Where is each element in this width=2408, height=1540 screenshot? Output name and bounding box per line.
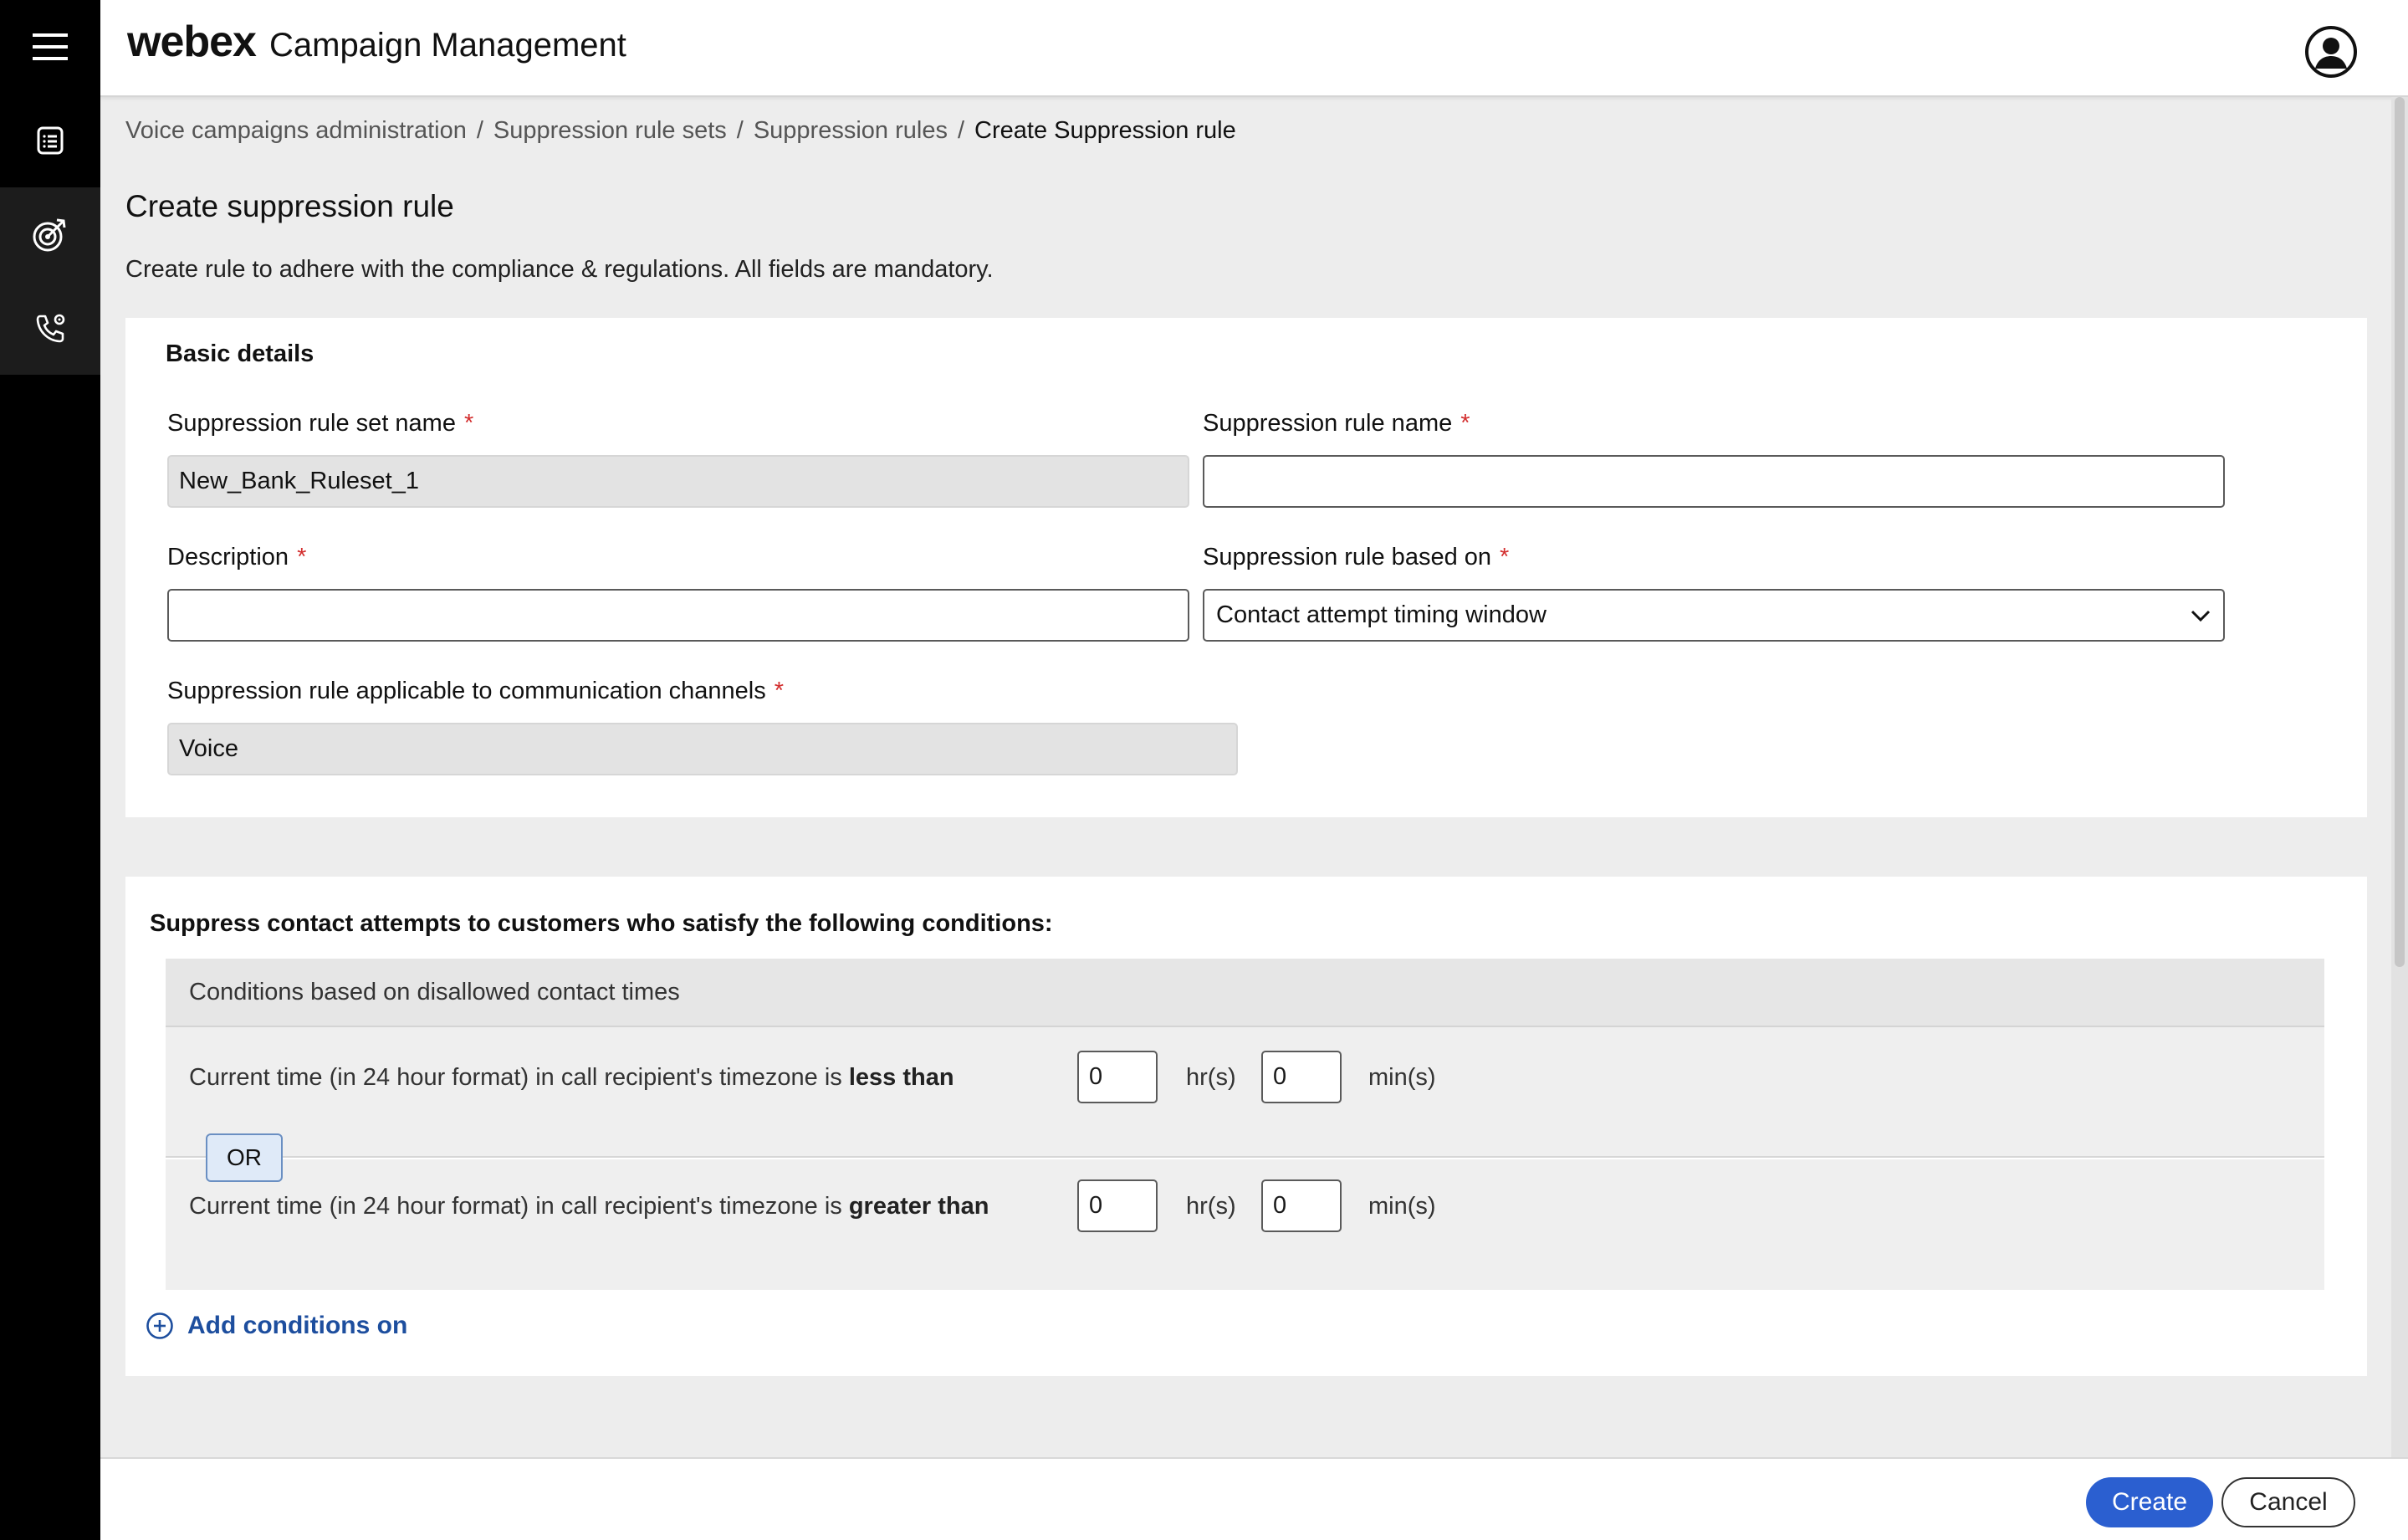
basic-details-title: Basic details xyxy=(166,340,314,367)
condition-operator: greater than xyxy=(848,1193,989,1220)
hours-input[interactable] xyxy=(1077,1051,1158,1103)
breadcrumb-separator: / xyxy=(957,117,965,144)
page-scrollbar[interactable] xyxy=(2391,97,2408,1457)
target-icon xyxy=(32,216,69,253)
description-label-text: Description xyxy=(167,544,289,570)
minutes-value: 0 xyxy=(1273,1192,1287,1219)
page-description: Create rule to adhere with the compliance & regulations. All fields are mandatory. xyxy=(125,256,994,283)
conditions-group-title: Conditions based on disallowed contact times xyxy=(189,978,680,1005)
based-on-selected-value: Contact attempt timing window xyxy=(1216,601,1547,628)
user-avatar-icon xyxy=(2304,25,2358,79)
channels-label-text: Suppression rule applicable to communication channels xyxy=(167,678,766,704)
condition-text xyxy=(189,1064,954,1092)
minutes-unit: min(s) xyxy=(1368,1193,1436,1220)
condition-row xyxy=(166,1159,2324,1290)
breadcrumb-voice-campaigns[interactable]: Voice campaigns administration xyxy=(125,117,467,144)
plus-circle-icon xyxy=(146,1312,174,1340)
conditions-title: Suppress contact attempts to customers who satisfy the following conditions: xyxy=(150,910,1053,937)
hamburger-menu-button[interactable] xyxy=(0,0,100,94)
rule-name-input[interactable] xyxy=(1203,455,2225,508)
chevron-down-icon xyxy=(2190,609,2211,622)
rail-item-target[interactable] xyxy=(0,187,100,281)
channels-label xyxy=(167,678,784,705)
hours-unit: hr(s) xyxy=(1186,1193,1236,1220)
channels-value: Voice xyxy=(179,735,238,762)
user-avatar-button[interactable] xyxy=(2304,25,2358,79)
rule-name-label-text: Suppression rule name xyxy=(1203,410,1453,437)
hamburger-menu-icon xyxy=(33,33,68,61)
conditions-card xyxy=(125,877,2367,1376)
required-mark: * xyxy=(463,410,474,437)
required-mark: * xyxy=(1460,410,1470,437)
page-title: Create suppression rule xyxy=(125,189,454,223)
condition-description: Current time (in 24 hour format) in call recipient's timezone is xyxy=(189,1193,842,1220)
hours-input[interactable] xyxy=(1077,1179,1158,1232)
required-mark: * xyxy=(774,678,785,704)
hours-value: 0 xyxy=(1089,1192,1103,1219)
basic-details-card xyxy=(125,318,2367,817)
condition-description: Current time (in 24 hour format) in call recipient's timezone is xyxy=(189,1064,842,1091)
add-conditions-label: Add conditions on xyxy=(187,1312,408,1339)
breadcrumb-rule-sets[interactable]: Suppression rule sets xyxy=(493,117,727,144)
create-button[interactable]: Create xyxy=(2086,1477,2213,1527)
footer-action-bar xyxy=(100,1457,2408,1540)
breadcrumb-rules[interactable]: Suppression rules xyxy=(753,117,948,144)
brand[interactable] xyxy=(127,17,626,67)
conditions-group-header xyxy=(166,959,2324,1027)
app-title: Campaign Management xyxy=(268,27,626,64)
webex-logo: webex xyxy=(127,18,256,66)
based-on-select[interactable] xyxy=(1203,589,2225,642)
app-header xyxy=(100,0,2408,97)
breadcrumb xyxy=(125,117,1236,145)
cancel-button[interactable]: Cancel xyxy=(2221,1477,2355,1527)
phone-settings-icon xyxy=(33,311,67,345)
minutes-value: 0 xyxy=(1273,1063,1287,1090)
description-label xyxy=(167,544,306,571)
scrollbar-thumb[interactable] xyxy=(2395,97,2405,967)
breadcrumb-separator: / xyxy=(476,117,483,144)
rail-item-list[interactable] xyxy=(0,94,100,187)
ruleset-name-label xyxy=(167,410,473,437)
required-mark: * xyxy=(1500,544,1510,570)
breadcrumb-current: Create Suppression rule xyxy=(974,117,1236,144)
required-mark: * xyxy=(297,544,307,570)
based-on-label-text: Suppression rule based on xyxy=(1203,544,1492,570)
rail-item-phone-settings[interactable] xyxy=(0,281,100,375)
left-nav-rail xyxy=(0,0,100,1540)
minutes-unit: min(s) xyxy=(1368,1064,1436,1091)
ruleset-name-field xyxy=(167,455,1189,508)
minutes-input[interactable] xyxy=(1261,1051,1342,1103)
ruleset-name-value: New_Bank_Ruleset_1 xyxy=(179,468,419,494)
condition-text xyxy=(189,1193,989,1220)
or-joiner-badge[interactable]: OR xyxy=(206,1133,283,1182)
based-on-label xyxy=(1203,544,1509,571)
condition-operator: less than xyxy=(848,1064,954,1091)
breadcrumb-separator: / xyxy=(736,117,744,144)
hours-unit: hr(s) xyxy=(1186,1064,1236,1091)
ruleset-name-label-text: Suppression rule set name xyxy=(167,410,456,437)
channels-field xyxy=(167,723,1238,775)
hours-value: 0 xyxy=(1089,1063,1103,1090)
rule-name-label xyxy=(1203,410,1470,437)
description-input[interactable] xyxy=(167,589,1189,642)
condition-row xyxy=(166,1027,2324,1158)
add-conditions-button[interactable] xyxy=(146,1312,407,1340)
list-document-icon xyxy=(37,126,64,155)
minutes-input[interactable] xyxy=(1261,1179,1342,1232)
